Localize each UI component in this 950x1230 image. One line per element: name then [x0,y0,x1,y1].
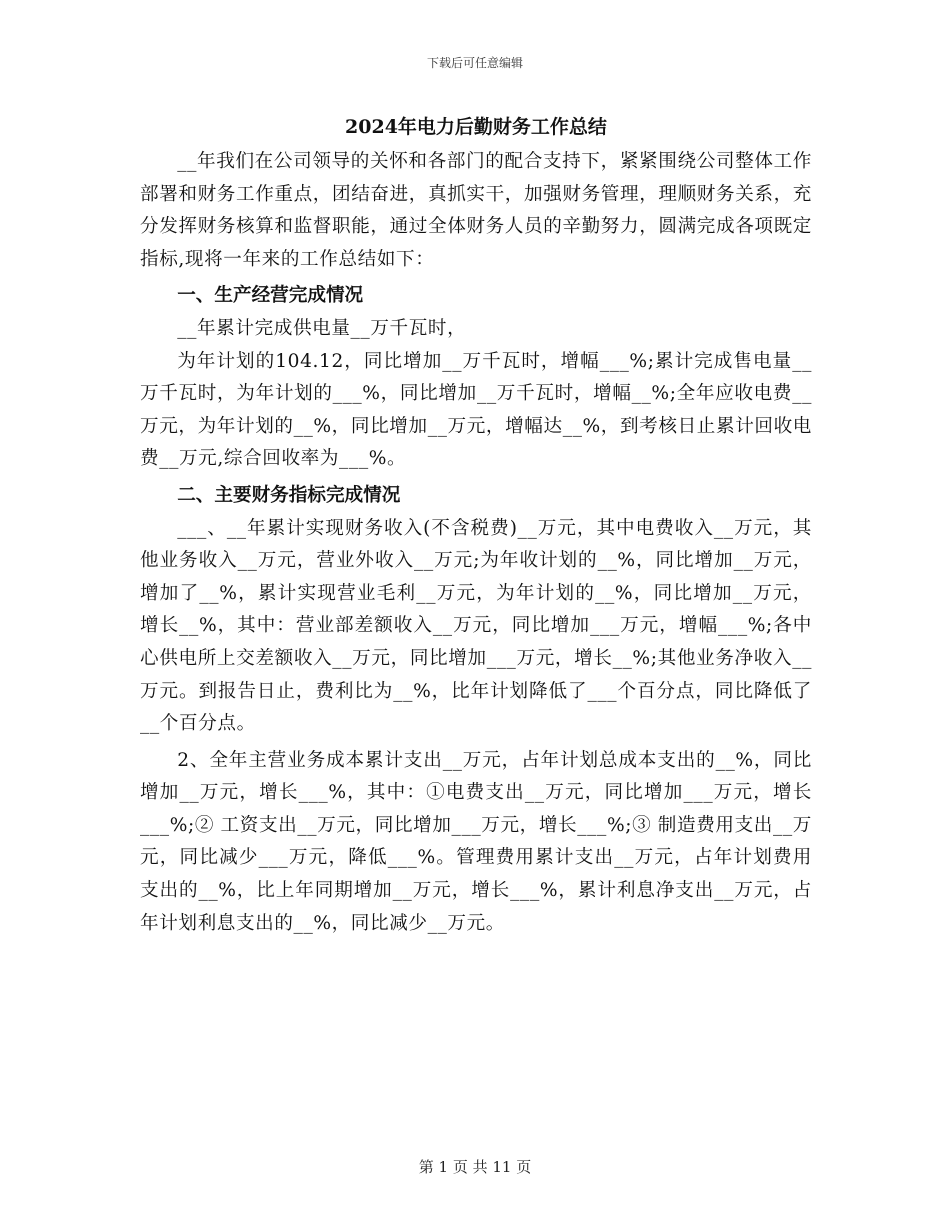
download-note-header: 下载后可任意编辑 [426,56,523,70]
document-body [140,110,812,940]
document-title: 2024年电力后勤财务工作总结 [345,116,607,138]
section2-heading: 二、主要财务指标完成情况 [177,484,401,506]
section2-paragraph-2: 2、全年主营业务成本累计支出__万元，占年计划总成本支出的__%，同比增加__万元，增长___%，其中：①电费支出__万元，同比增加___万元，增长___%;② 工资支出__万元，同比增加___万元，增长___%;③ 制造费用支出__万元，同比减少___万元，降低___%。管理费用累计支出__万元，占年计划费用支出的__%，比上年同期增加__万元，增长___%，累计利息净支出__万元，占年计划利息支出的__%，同比减少__万元。 [140,749,812,934]
section1-heading: 一、生产经营完成情况 [177,285,364,307]
page-number-footer: 第 1 页 共 11 页 [418,1158,532,1176]
intro-paragraph: __年我们在公司领导的关怀和各部门的配合支持下，紧紧围绕公司整体工作部署和财务工作重点，团结奋进，真抓实干，加强财务管理，理顺财务关系，充分发挥财务核算和监督职能，通过全体财务人员的辛勤努力，圆满完成各项既定指标,现将一年来的工作总结如下： [140,151,812,270]
section2-paragraph-1: ___、__年累计实现财务收入(不含税费)__万元，其中电费收入__万元，其他业务收入__万元，营业外收入__万元;为年收计划的__%，同比增加__万元，增加了__%，累计实现营业毛利__万元，为年计划的__%，同比增加__万元，增长__%，其中：营业部差额收入__万元，同比增加___万元，增幅___%;各中心供电所上交差额收入__万元，同比增加___万元，增长__%;其他业务净收入__万元。到报告日止，费利比为__%，比年计划降低了___个百分点，同比降低了__个百分点。 [140,517,812,735]
section1-paragraph-2: 为年计划的104.12，同比增加__万千瓦时，增幅___%;累计完成售电量__万千瓦时，为年计划的___%，同比增加__万千瓦时，增幅__%;全年应收电费__万元，为年计划的__%，同比增加__万元，增幅达__%，到考核日止累计回收电费__万元,综合回收率为___%。 [140,350,812,470]
section1-paragraph-1: __年累计完成供电量__万千瓦时， [177,317,467,339]
